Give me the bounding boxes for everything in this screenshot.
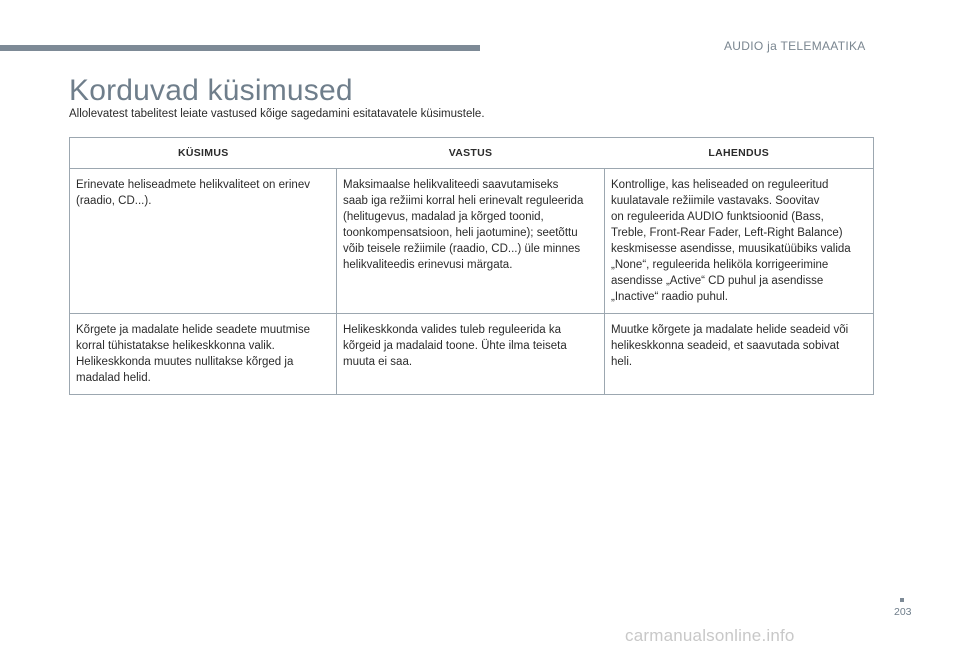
question-cell: Kõrgete ja madalate helide seadete muutmise korral tühistatakse helikeskkonna valik. Helikeskkonda muutes nullitakse kõrged ja madalad helid. [70, 314, 337, 395]
answer-cell: Helikeskkonda valides tuleb reguleerida ka kõrgeid ja madalaid toone. Ühte ilma teiseta muuta ei saa. [337, 314, 605, 395]
section-label: AUDIO ja TELEMAATIKA [724, 39, 866, 53]
table-row [70, 169, 874, 314]
page-number: 203 [894, 606, 912, 618]
intro-text: Allolevatest tabelitest leiate vastused kõige sagedamini esitatavatele küsimustele. [69, 108, 485, 120]
table-header-row [70, 138, 874, 169]
column-header-answer: VASTUS [337, 138, 605, 169]
column-header-solution: LAHENDUS [605, 138, 874, 169]
page-title: Korduvad küsimused [69, 74, 353, 107]
faq-table [69, 137, 874, 395]
solution-cell: Muutke kõrgete ja madalate helide seadeid või helikeskkonna seadeid, et saavutada sobivat heli. [605, 314, 874, 395]
table-row [70, 314, 874, 395]
solution-cell: Kontrollige, kas heliseaded on reguleeritud kuulatavale režiimile vastavaks. Soovitav on reguleerida AUDIO funktsioonid (Bass, Treble, Front-Rear Fader, Left-Right Balance) keskmisesse asendisse, muusikatüübiks valida „None“, reguleerida heliköla korrigeerimine asendisse „Active“ CD puhul ja asendisse „Inactive“ raadio puhul. [605, 169, 874, 314]
answer-cell: Maksimaalse helikvaliteedi saavutamiseks saab iga režiimi korral heli erinevalt reguleerida (helitugevus, madalad ja kõrged toonid, toonkompensatsioon, heli jaotumine); seetõttu võib teisele režiimile (raadio, CD...) üle minnes helikvaliteedis erinevusi märgata. [337, 169, 605, 314]
column-header-question: KÜSIMUS [70, 138, 337, 169]
watermark-link[interactable]: carmanualsonline.info [625, 626, 795, 645]
page-marker [900, 598, 904, 602]
question-cell: Erinevate heliseadmete helikvaliteet on erinev (raadio, CD...). [70, 169, 337, 314]
header-rule [0, 45, 480, 51]
